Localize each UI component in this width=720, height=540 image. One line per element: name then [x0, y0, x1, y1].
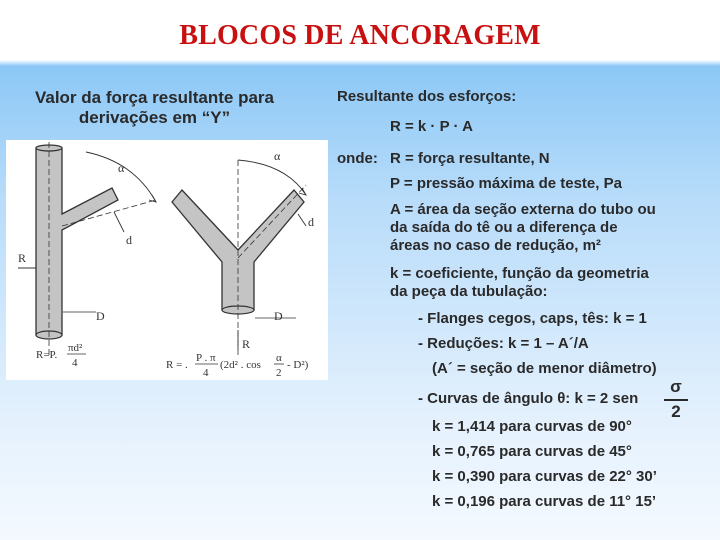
label-D-right: D [274, 309, 283, 323]
formula-right-prefix: R = . [166, 359, 188, 371]
k-value-45: k = 0,765 para curvas de 45° [432, 443, 632, 460]
figure-heading-line1: Valor da força resultante para [34, 88, 275, 107]
formula-left-numerator: πd² [68, 342, 83, 354]
left-tee-drawing [18, 142, 156, 355]
resultant-heading: Resultante dos esforços: [337, 88, 517, 105]
bullet-reducoes-note: (A´ = seção de menor diâmetro) [432, 360, 657, 377]
def-k-line1: k = coeficiente, função da geometria [390, 265, 649, 282]
label-R-left: R [18, 251, 27, 265]
main-formula: R = k · P · A [390, 118, 473, 135]
def-P: P = pressão máxima de teste, Pa [390, 175, 622, 192]
label-d-left: d [126, 233, 132, 247]
figure-heading-line2: derivações em “Y” [78, 108, 231, 127]
page-title: BLOCOS DE ANCORAGEM [179, 20, 541, 51]
sin-fraction [664, 377, 688, 422]
formula-right-two: 2 [276, 367, 282, 379]
formula-right-middle: (2d² . cos [220, 359, 261, 371]
figure-heading [22, 88, 287, 128]
label-alpha-left: α [118, 161, 125, 175]
y-branch-diagram [6, 140, 328, 380]
k-value-11: k = 0,196 para curvas de 11° 15’ [432, 493, 657, 510]
def-k-line2: da peça da tubulação: [390, 283, 548, 300]
label-alpha-right: α [274, 149, 281, 163]
label-D-left: D [96, 309, 105, 323]
y-branch-figure [6, 140, 328, 380]
fraction-denominator: 2 [671, 402, 681, 421]
onde-label: onde: [337, 150, 378, 167]
def-R: R = força resultante, N [390, 150, 550, 167]
bullet-curvas: - Curvas de ângulo θ: k = 2 sen [418, 390, 639, 407]
formula-right-alpha: α [276, 352, 282, 364]
def-A-line2: da saída do tê ou a diferença de [390, 219, 618, 236]
def-A-line3: áreas no caso de redução, m² [390, 237, 601, 254]
label-d-right: d [308, 215, 314, 229]
def-A-line1: A = área da seção externa do tubo ou [390, 201, 656, 218]
k-value-22: k = 0,390 para curvas de 22° 30’ [432, 468, 657, 485]
label-R-right: R [242, 337, 251, 351]
formula-right-suffix: - D²) [287, 359, 309, 371]
fraction-numerator: σ [664, 377, 688, 401]
right-y-drawing [172, 160, 306, 355]
formula-left-denominator: 4 [72, 357, 78, 369]
formula-left-prefix: R=P. [36, 349, 58, 361]
bullet-flanges: - Flanges cegos, caps, tês: k = 1 [418, 310, 647, 327]
bullet-reducoes: - Reduções: k = 1 – A´/A [418, 335, 589, 352]
formula-right-denominator: 4 [203, 367, 209, 379]
k-value-90: k = 1,414 para curvas de 90° [432, 418, 632, 435]
formula-right-numerator: P . π [196, 352, 216, 364]
